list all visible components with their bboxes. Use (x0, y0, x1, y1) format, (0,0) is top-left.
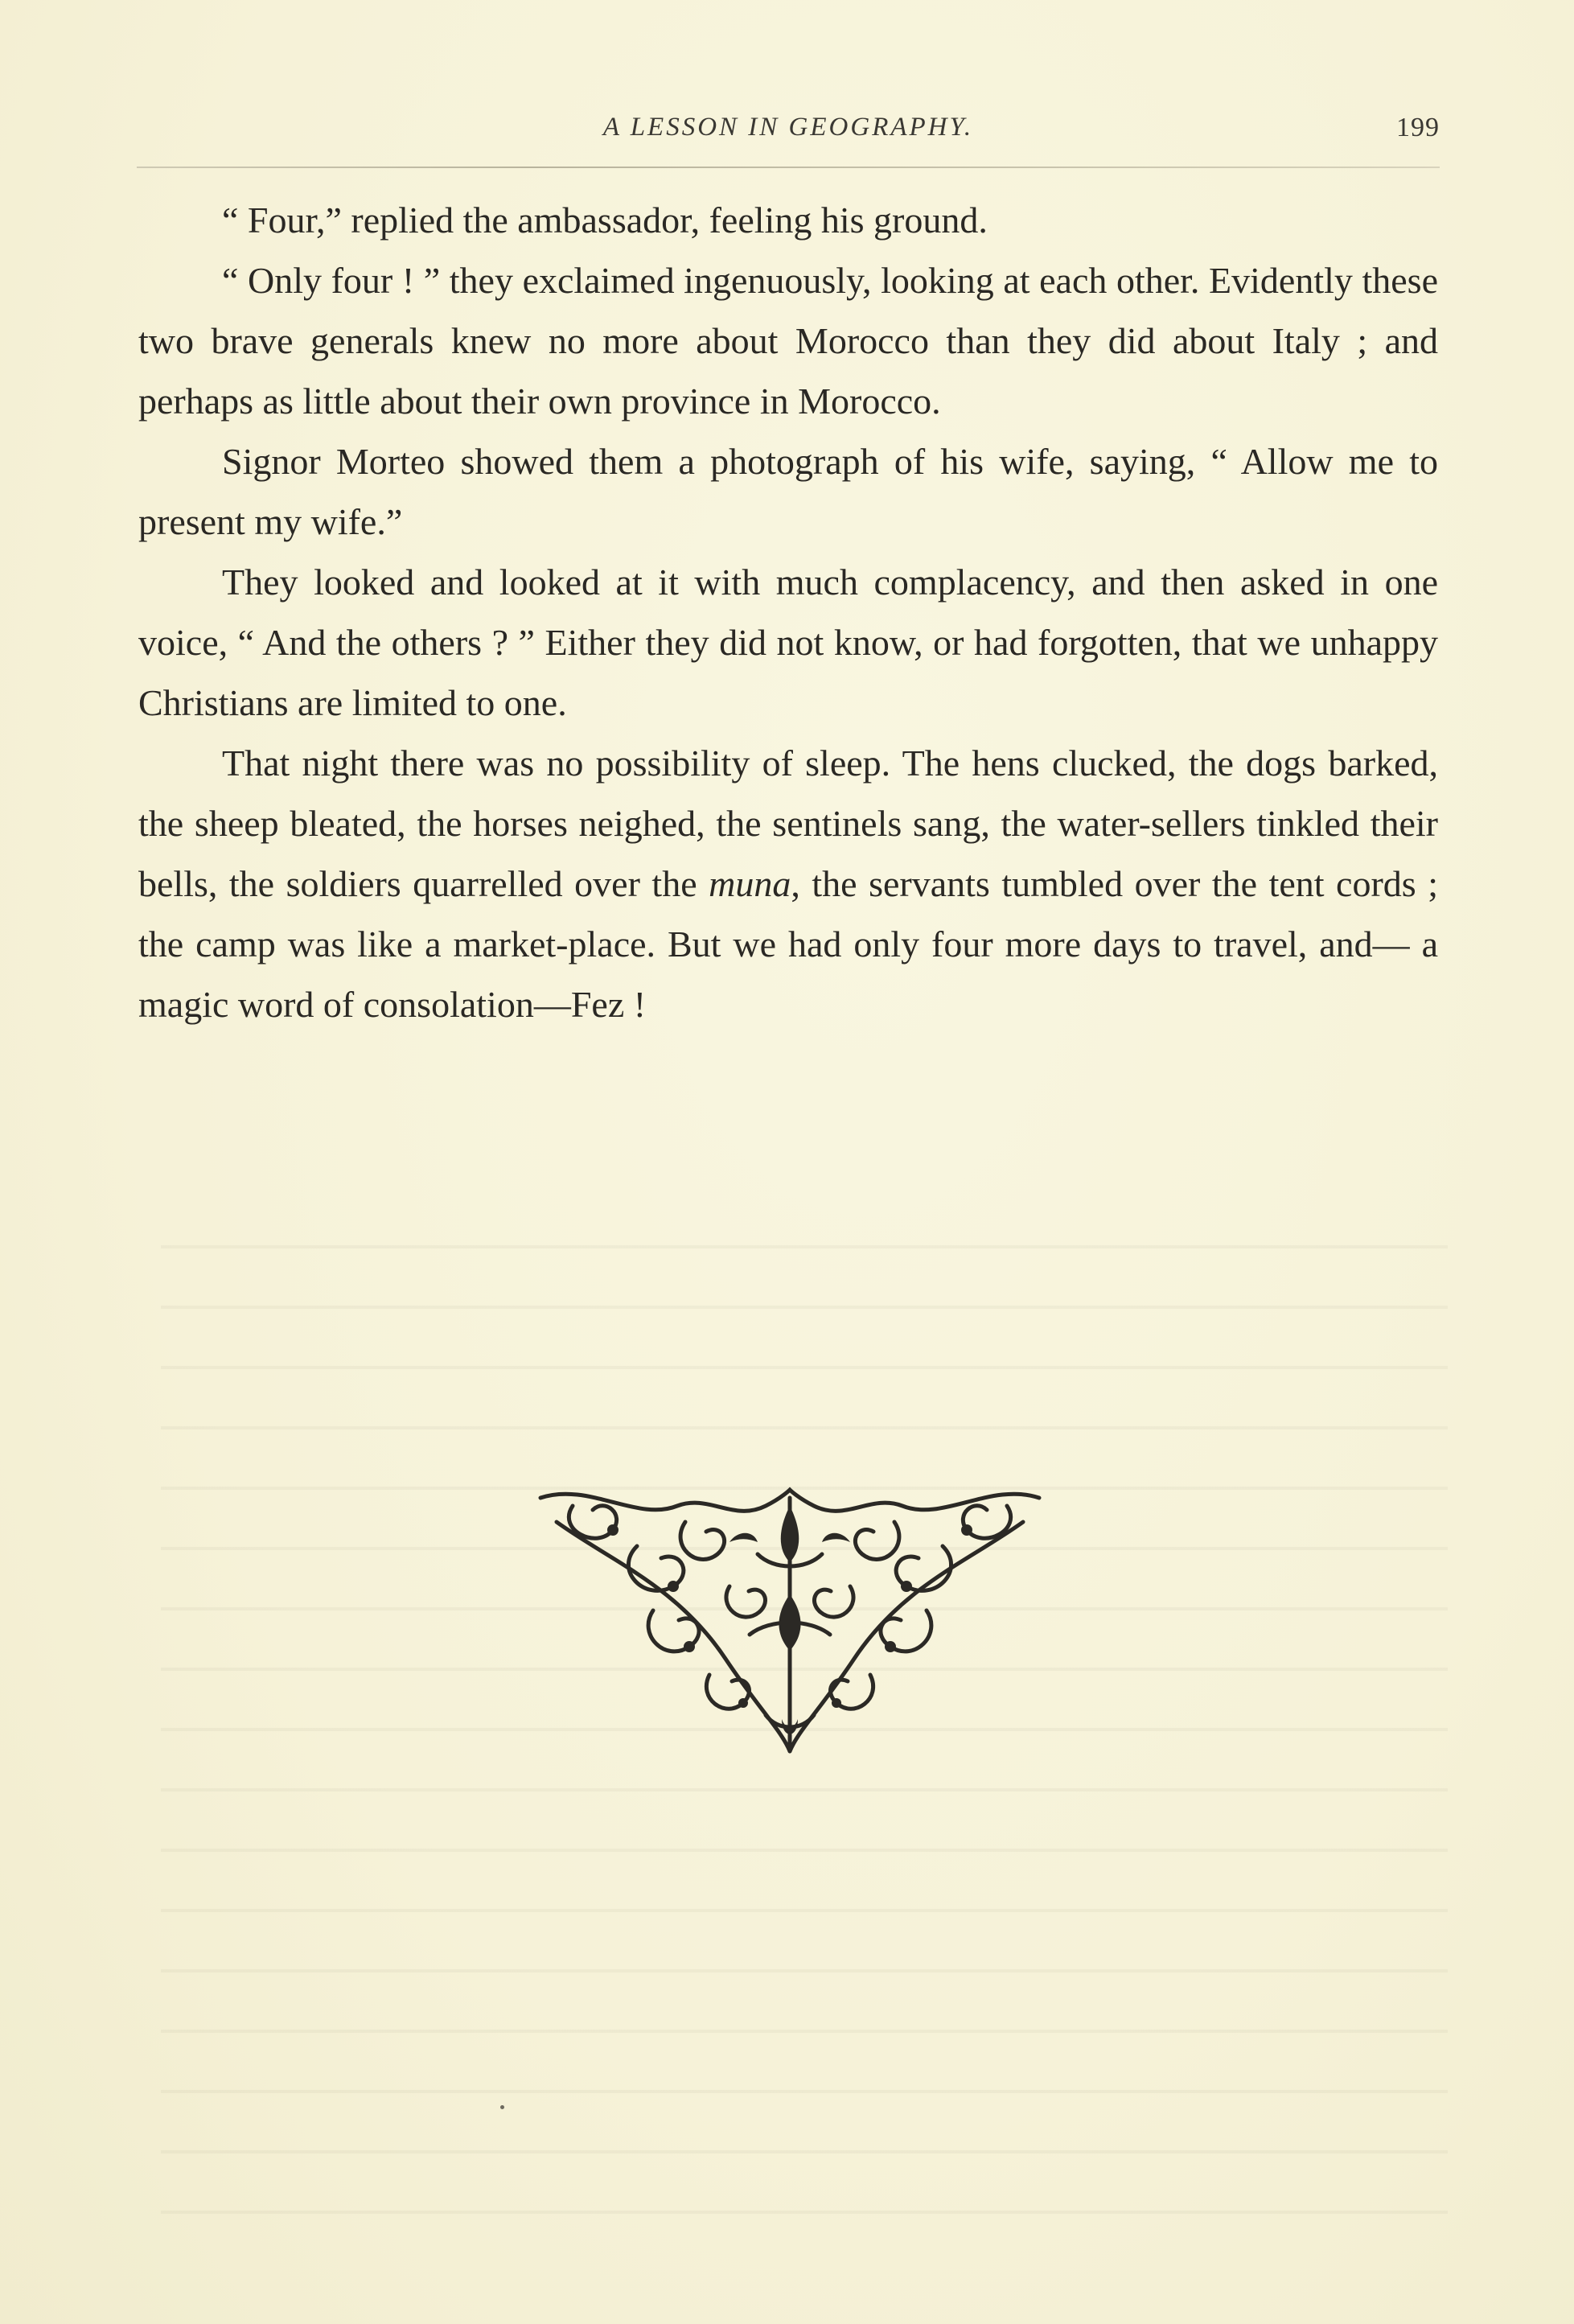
paragraph-5-text-b: , the servants tumbled over the tent cords ; the camp was like a market-place. But we had only four more days to travel, and— a magic word of consolation—Fez ! (138, 863, 1438, 1025)
header-rule (137, 167, 1440, 168)
floral-tailpiece-icon (524, 1474, 1055, 1763)
running-head (137, 113, 1440, 153)
paper-speck (500, 2105, 504, 2109)
paragraph-2: “ Only four ! ” they exclaimed ingenuously, looking at each other. Evidently these two brave generals knew no more about Morocco than they did about Italy ; and perhaps as little about their own province in Morocco. (138, 260, 1438, 422)
paragraph-4: They looked and looked at it with much complacency, and then asked in one voice, “ And the others ? ” Either they did not know, or had forgotten, that we unhappy Christians are limited to one. (138, 561, 1438, 723)
paragraph-5 (138, 733, 1438, 1034)
page-number: 199 (1396, 113, 1440, 142)
paragraph-5-text-a: That night there was no possibility of sleep. The hens clucked, the dogs barked, the sheep bleated, the horses neighed, the sentinels sang, the water-sellers tinkled their bells, the soldiers quarrelled over the (138, 742, 1438, 904)
paragraph-1: “ Four,” replied the ambassador, feeling his ground. (222, 199, 988, 241)
body-text (138, 190, 1438, 1034)
italic-word-muna: muna (709, 863, 791, 904)
paragraph-3: Signor Morteo showed them a photograph of his wife, saying, “ Allow me to present my wife.” (138, 441, 1438, 542)
running-title: A LESSON IN GEOGRAPHY. (602, 113, 974, 142)
